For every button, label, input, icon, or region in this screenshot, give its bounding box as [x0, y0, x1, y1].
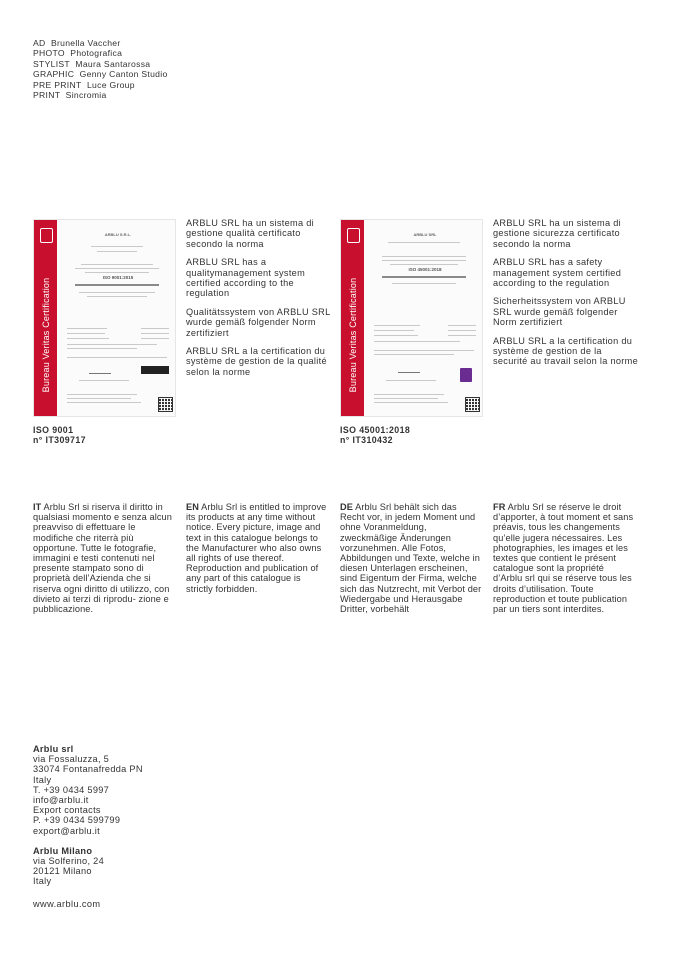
credit-row: PHOTO Photografica — [33, 48, 123, 59]
export-email-link[interactable]: export@arblu.it — [33, 825, 100, 836]
export-contacts-label: Export contacts — [33, 805, 101, 816]
legal-notice-fr: FR Arblu Srl se réserve le droit d’apporter, à tout moment et sans préavis, tous les changements qu’elle jugera nécessaires. Les photographies, les images et les textes que contient le présent catalogue sont la propriété d’Arblu srl qui se réserve tous les droits d’utilisation. Toute reproduction et toute publication par un tiers sont interdites. — [493, 502, 634, 615]
credits-block — [33, 38, 168, 100]
description-fr: ARBLU SRL a la certification du système de gestion de la qualité selon la norme — [186, 346, 327, 377]
address-line: 33074 Fontanafredda PN — [33, 764, 143, 775]
certificate-standard-label: ISO 45001:2018 — [340, 425, 411, 435]
certificate-body — [368, 220, 482, 416]
milano-office-name: Arblu Milano — [33, 845, 93, 856]
description-de: Qualitätssystem von ARBLU SRL wurde gemäß folgender Norm zertifiziert — [186, 306, 331, 338]
contact-block — [33, 744, 143, 887]
iso-9001-certificate-image — [33, 219, 176, 417]
email-link[interactable]: info@arblu.it — [33, 795, 89, 806]
legal-notice-it: IT Arblu Srl si riserva il diritto in qualsiasi momento e senza alcun preavviso di effettuare le modifiche che riterrà più opportune. Tutte le fotografie, immagini e testi contenuti nel presente stampato sono di proprietà dell’Azienda che si riserva ogni diritto di utilizzo, con divieto ai terzi di riprodu- zione e pubblicazione. — [33, 502, 172, 615]
qr-code-icon — [159, 398, 172, 411]
description-it: ARBLU SRL ha un sistema di gestione qualità certificato secondo la norma — [186, 218, 314, 249]
address-line: via Fossaluzza, 5 — [33, 754, 110, 765]
accredia-logo — [141, 366, 169, 374]
credit-row: PRE PRINT Luce Group — [33, 79, 135, 90]
address-line: Italy — [33, 876, 52, 887]
address-line: via Solferino, 24 — [33, 856, 104, 867]
certificate-number: n° IT309717 — [33, 434, 86, 445]
certificate-strip-text: Bureau Veritas Certification — [348, 277, 358, 393]
certificate-standard: ISO 45001:2018 — [408, 267, 442, 272]
iso-45001-certificate-image — [340, 219, 483, 417]
credit-row: AD Brunella Vaccher — [33, 38, 121, 48]
certificate-number: n° IT310432 — [340, 434, 393, 445]
address-line: Italy — [33, 774, 52, 785]
credit-row: STYLIST Maura Santarossa — [33, 58, 151, 69]
iso-45001-description — [493, 218, 638, 375]
certificate-strip-text: Bureau Veritas Certification — [41, 277, 51, 393]
company-name: Arblu srl — [33, 744, 74, 754]
legal-notice-en: EN Arblu Srl is entitled to improve its products at any time without notice. Every picture, image and text in this catalogue belongs to the Manufacturer who also owns all rights of use thereof. Reproduction and publication of any part of this catalogue is strictly forbidden. — [186, 502, 327, 594]
certificate-red-strip — [341, 220, 364, 416]
certificate-company: ARBLU S.R.L. — [104, 232, 132, 237]
accreditation-badge-icon — [460, 368, 472, 382]
iso-9001-label — [33, 426, 86, 445]
certificate-standard: ISO 9001:2015 — [102, 275, 134, 280]
description-it: ARBLU SRL ha un sistema di gestione sicurezza certificato secondo la norma — [493, 218, 621, 249]
description-fr: ARBLU SRL a la certification du système de gestion de la securité au travail selon la norme — [493, 335, 639, 367]
phone-number: T. +39 0434 5997 — [33, 784, 110, 795]
description-de: Sicherheitssystem von ARBLU SRL wurde gemäß folgender Norm zertifiziert — [493, 296, 626, 328]
certificate-body — [61, 220, 175, 416]
iso-45001-label — [340, 426, 410, 445]
certificate-standard-label: ISO 9001 — [33, 425, 74, 435]
address-line: 20121 Milano — [33, 866, 92, 877]
credit-row: GRAPHIC Genny Canton Studio — [33, 69, 168, 80]
description-en: ARBLU SRL has a safety management system certified according to the regulation — [493, 257, 622, 289]
export-phone-number: P. +39 0434 599799 — [33, 815, 121, 826]
certificate-company: ARBLU SRL — [413, 232, 437, 237]
certificate-red-strip — [34, 220, 57, 416]
bureau-veritas-seal-icon — [347, 228, 360, 243]
legal-notice-de: DE Arblu Srl behält sich das Recht vor, in jedem Moment und ohne Voranmeldung, zweckmäßige Änderungen vorzunehmen. Alle Fotos, Abbildungen und Texte, welche in diesen Unterlagen erscheinen, sind Eigentum der Firma, welche sich das Nutzrecht, mit Verbot der Wiedergabe und Herausgabe Dritter, vorbehält — [340, 502, 482, 615]
bureau-veritas-seal-icon — [40, 228, 53, 243]
qr-code-icon — [466, 398, 479, 411]
iso-9001-description — [186, 218, 331, 385]
credit-row: PRINT Sincromia — [33, 90, 107, 101]
description-en: ARBLU SRL has a qualitymanagement system certified according to the regulation — [186, 257, 306, 299]
website-link[interactable]: www.arblu.com — [33, 899, 101, 909]
